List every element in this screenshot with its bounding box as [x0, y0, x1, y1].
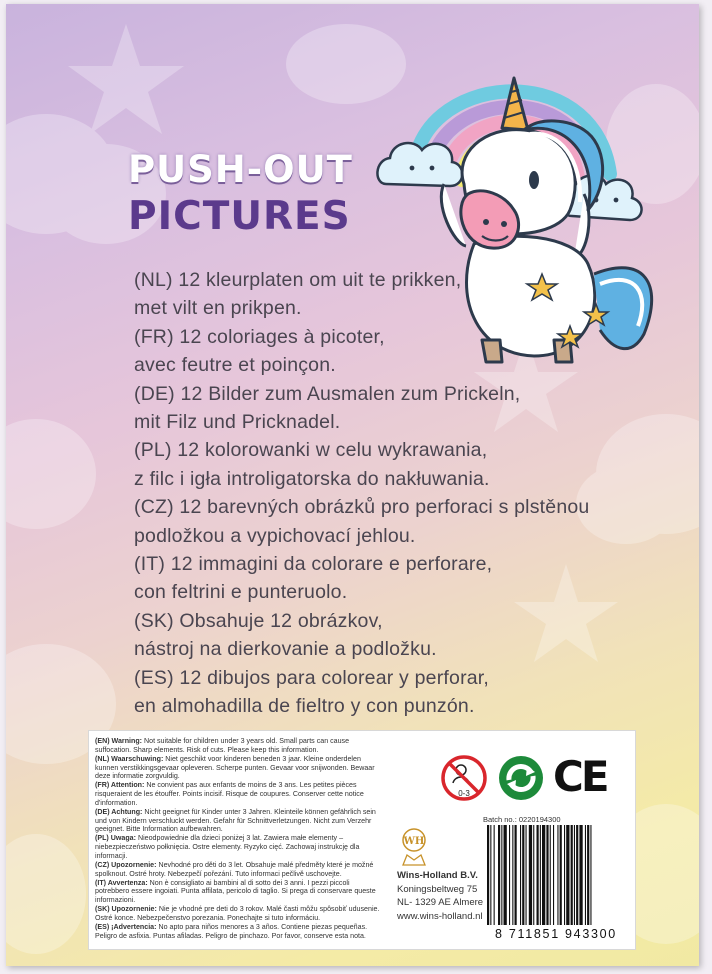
warning-text: Nicht geeignet für Kinder unter 3 Jahren. Kleinteile können gefährlich sein und von Kindern verschluckt werden. Gefahr für Schnittverletzungen. Nicht zum Verzehr geeignet. Bitte Information aufbewahren.	[95, 807, 376, 834]
company-address	[397, 869, 483, 923]
description-line: (CZ) 12 barevných obrázků pro perforaci s plstěnou	[134, 496, 590, 519]
description-line: z filc i igła introligatorska do nakłuwania.	[134, 467, 490, 490]
warning-tag: (DE) Achtung:	[95, 807, 143, 816]
product-cover	[6, 4, 699, 966]
barcode-bar	[576, 825, 578, 925]
barcode-bar	[540, 825, 541, 925]
barcode-bars	[481, 823, 631, 939]
warning-text: Not suitable for children under 3 years old. Small parts can cause suffocation. Sharp elements. Risk of cuts. Please keep this information.	[95, 737, 350, 754]
warning-tag: (PL) Uwaga:	[95, 834, 136, 843]
description-line: en almohadilla de fieltro y con punzón.	[134, 695, 475, 718]
title-pictures: PICTURES	[128, 194, 351, 239]
title-push-out: PUSH-OUT	[128, 148, 353, 191]
warning-text: Ne convient pas aux enfants de moins de 3 ans. Les petites pièces risqueraient de les étouffer. Points incisif. Risque de coupures. Conserver cette notice d'information.	[95, 781, 364, 807]
description-line: mit Filz und Pricknadel.	[134, 411, 341, 434]
bg-cloud-icon	[6, 419, 96, 529]
warning-tag: (FR) Attention:	[95, 781, 145, 790]
barcode-bar	[504, 825, 507, 925]
warning-tag: (CZ) Upozornenie:	[95, 860, 157, 869]
warning-text: Nie je vhodné pre deti do 3 rokov. Malé časti môžu spôsobiť udusenie. Ostré konce. Nebezpečenstvo porezania. Ponechajte si tuto informáciu.	[95, 905, 380, 922]
barcode-bar	[546, 825, 548, 925]
barcode-number: 8 711851 943300	[481, 927, 631, 941]
barcode-bar	[579, 825, 582, 925]
info-label	[88, 730, 636, 950]
age-warning-icon	[439, 753, 489, 803]
barcode-bar	[509, 825, 510, 925]
age-icon-label: 0-3	[458, 789, 470, 798]
barcode-bar	[557, 825, 558, 925]
warning-tag: (NL) Waarschuwing:	[95, 754, 164, 763]
warning-text: Nevhodné pro děti do 3 let. Obsahuje malé předměty které je možné spolknout. Ostré hroty. Nebezpečí pořezání. Tuto informaci pečlivě uschovejte.	[95, 860, 374, 878]
ce-mark: CE	[553, 752, 607, 801]
warning-tag: (EN) Warning:	[95, 737, 143, 745]
barcode-bar	[501, 825, 502, 925]
bg-star-icon	[68, 24, 184, 134]
barcode-bar	[522, 825, 524, 925]
description-line: podložkou a vypichovací jehlou.	[134, 524, 416, 547]
barcode-bar	[542, 825, 545, 925]
barcode-bar	[490, 825, 491, 925]
wins-holland-logo-icon	[397, 827, 431, 867]
warning-text: Niet geschikt voor kinderen beneden 3 jaar. Kleine onderdelen kunnen verstikkingsgevaar opleveren. Scherpe punten. Gevaar voor snijwonden. Bewaar deze informatie zorgvuldig.	[95, 754, 375, 781]
barcode-bar	[550, 825, 551, 925]
barcode-bar	[587, 825, 589, 925]
barcode-bar	[590, 825, 591, 925]
barcode-bar	[571, 825, 573, 925]
barcode-bar	[564, 825, 565, 925]
warning-tag: (SK) Upozornenie:	[95, 905, 157, 914]
barcode-bar	[512, 825, 513, 925]
warning-tag: (ES) ¡Advertencia:	[95, 922, 157, 931]
cloud-left-icon	[377, 143, 462, 186]
barcode-bar	[585, 825, 586, 925]
barcode-bar	[574, 825, 575, 925]
company-street: Koningsbeltweg 75	[397, 883, 478, 895]
barcode-bar	[487, 825, 489, 925]
description-line: (FR) 12 coloriages à picoter,	[134, 325, 385, 348]
description-line: (PL) 12 kolorowanki w celu wykrawania,	[134, 439, 488, 462]
description-line: (DE) 12 Bilder zum Ausmalen zum Prickeln,	[134, 382, 521, 405]
warning-text: No apto para niños menores a 3 años. Contiene piezas pequeñas. Peligro de asfixia. Puntas afiladas. Peligro de pinchazo. Por favor, conserve esta nota.	[95, 922, 368, 940]
barcode-bar	[566, 825, 569, 925]
barcode-bar	[498, 825, 500, 925]
warning-tag: (IT) Avvertenza:	[95, 878, 148, 887]
description-line: (ES) 12 dibujos para colorear y perforar,	[134, 666, 490, 689]
description-line: (NL) 12 kleurplaten om uit te prikken,	[134, 269, 462, 291]
company-website: www.wins-holland.nl	[397, 910, 483, 922]
barcode-bar	[533, 825, 534, 925]
barcode-bar	[515, 825, 517, 925]
description-line: met vilt en prikpen.	[134, 297, 302, 320]
warning-text: Non è consigliato ai bambini al di sotto dei 3 anni. I pezzi piccoli potrebbero essere ingoiati. Punta affilata, pericolo di taglio. Si prega di conservare queste informazioni.	[95, 878, 376, 905]
barcode-bar	[553, 825, 554, 925]
company-city: NL- 1329 AE Almere	[397, 897, 484, 908]
barcode-bar	[537, 825, 539, 925]
recycle-icon	[497, 754, 545, 802]
description-line: con feltrini e punteruolo.	[134, 581, 348, 604]
description-text	[134, 266, 604, 721]
description-line: avec feutre et poinçon.	[134, 354, 336, 377]
bg-cloud-icon	[6, 834, 86, 954]
description-line: (IT) 12 immagini da colorare e perforare,	[134, 553, 493, 576]
barcode-bar	[520, 825, 521, 925]
batch-number: Batch no.: 0220194300	[483, 815, 561, 824]
barcode-bar	[529, 825, 532, 925]
company-name: Wins-Holland B.V.	[397, 870, 478, 881]
logo-text: WH	[403, 836, 425, 847]
barcode-bar	[560, 825, 562, 925]
warnings-text	[95, 737, 383, 940]
description-line: (SK) Obsahuje 12 obrázkov,	[134, 609, 383, 632]
description-line: nástroj na dierkovanie a podložku.	[134, 638, 437, 661]
barcode-bar	[526, 825, 527, 925]
barcode	[481, 823, 631, 939]
barcode-bar	[494, 825, 495, 925]
warning-text: Nieodpowiednie dla dzieci poniżej 3 lat. Zawiera małe elementy – niebezpieczeństwo połknięcia. Ostre elementy. Ryzyko cięć. Zachowaj instrukcję dla informacji.	[95, 834, 360, 860]
